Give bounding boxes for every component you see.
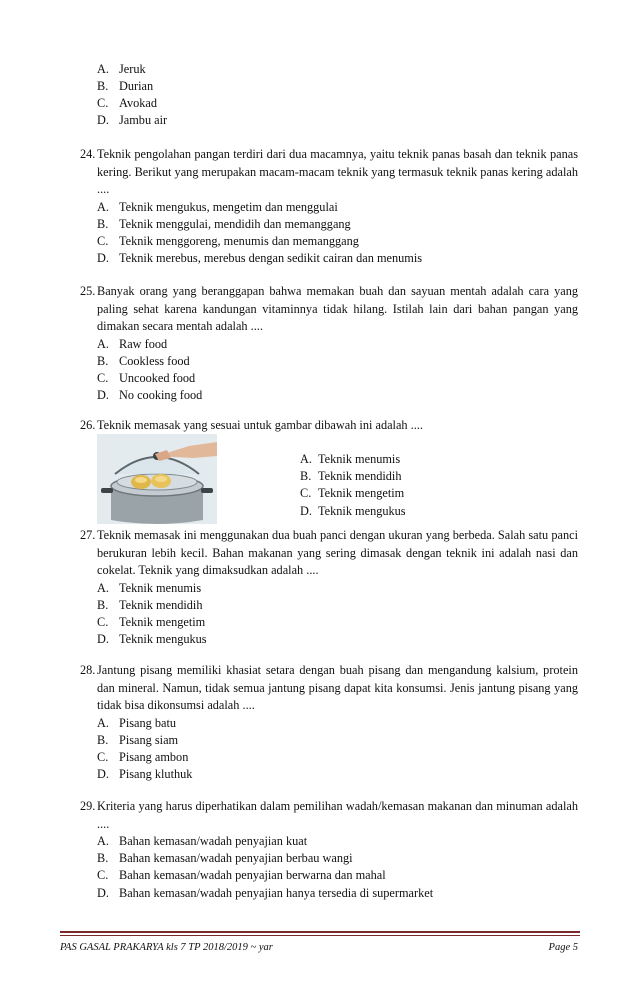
option-letter: A. [97,834,109,848]
option-letter: C. [300,486,312,501]
option-text: Teknik mendidih [119,597,203,612]
question-number: 24. [80,147,96,161]
question-24 [80,146,578,267]
option-text: Bahan kemasan/wadah penyajian hanya tersedia di supermarket [119,885,434,900]
option-a [97,580,578,597]
option-text: Raw food [119,336,168,351]
question-27 [80,527,578,648]
option-letter: B. [97,216,109,231]
option-text: Durian [119,79,154,93]
option-letter: C. [97,370,109,385]
option-letter: D. [97,767,109,782]
question-text: Banyak orang yang beranggapan bahwa memakan buah dan sayuan mentah adalah cara yang paling sehat karena kandungan vitaminnya tidak hilang. Istilah lain dari bahan pangan yang dimakan secara mentah adalah .... [97,284,578,333]
question-29 [80,798,578,902]
question-number: 27. [80,528,96,542]
option-letter: C. [97,614,109,629]
question-25 [80,283,578,404]
option-text: Teknik menggulai, mendidih dan memanggang [119,216,351,231]
option-c [97,233,578,250]
question-number: 26. [80,418,96,432]
option-letter: D. [97,885,109,900]
option-text: Teknik merebus, merebus dengan sedikit cairan dan menumis [119,251,423,266]
option-list [97,580,578,649]
option-letter: A. [97,62,109,76]
option-b [97,216,578,233]
question-number: 28. [80,663,96,677]
question-number: 29. [80,799,96,813]
option-letter: B. [97,597,109,612]
question-text: Teknik memasak yang sesuai untuk gambar dibawah ini adalah .... [97,418,423,432]
option-text: Teknik menumis [318,452,401,466]
option-list [97,715,578,784]
option-letter: D. [97,632,109,647]
option-b [97,353,578,370]
option-text: Teknik mengukus, mengetim dan menggulai [119,199,338,214]
option-letter: B. [97,851,109,866]
option-text: Bahan kemasan/wadah penyajian kuat [119,834,308,848]
option-line [97,78,153,95]
option-list [97,833,578,902]
option-text: Bahan kemasan/wadah penyajian berbau wangi [119,851,353,866]
option-text: Bahan kemasan/wadah penyajian berwarna dan mahal [119,868,386,883]
option-letter: A. [300,452,312,466]
option-c [97,749,578,766]
footer-title: PAS GASAL PRAKARYA kls 7 TP 2018/2019 ~ yar [60,942,273,953]
question-number: 25. [80,284,96,298]
option-text: Teknik menggoreng, menumis dan memanggang [119,233,359,248]
option-b [300,468,406,485]
page-number: Page 5 [548,942,578,953]
option-text: Pisang kluthuk [119,767,193,782]
footer-rule-thin [60,935,580,936]
option-c [300,485,406,502]
question-28 [80,662,578,783]
question-text: Teknik pengolahan pangan terdiri dari dua macamnya, yaitu teknik panas basah dan teknik panas kering. Berikut yang merupakan macam-macam teknik yang termasuk teknik panas kering adalah .... [97,147,578,196]
option-d [97,766,578,783]
option-letter: B. [300,469,312,484]
option-text: Teknik mengukus [119,632,207,647]
option-text: Teknik mengetim [318,486,405,501]
option-text: Teknik mengetim [119,614,206,629]
option-line [97,61,146,78]
option-letter: A. [97,336,109,351]
option-list-q26 [300,451,406,520]
option-text: Pisang batu [119,715,177,730]
option-text: Cookless food [119,353,190,368]
option-line [97,95,157,112]
option-letter: A. [97,580,109,595]
option-letter: C. [97,233,109,248]
option-line [97,112,167,129]
option-letter: B. [97,732,109,747]
option-c [97,867,578,884]
option-a [97,833,578,850]
option-d [97,885,578,902]
option-d [97,387,578,404]
question-26 [80,417,578,435]
option-c [97,614,578,631]
option-letter: B. [97,79,109,93]
option-letter: D. [97,251,109,266]
option-d [97,250,578,267]
option-d [97,631,578,648]
option-d [300,503,406,520]
option-a [97,336,578,353]
option-letter: D. [97,388,109,403]
option-text: Jambu air [119,113,168,127]
option-a [300,451,406,468]
steamer-photo [97,434,217,524]
option-b [97,732,578,749]
option-text: Jeruk [119,62,146,76]
option-a [97,199,578,216]
option-list [97,199,578,268]
question-text: Teknik memasak ini menggunakan dua buah panci dengan ukuran yang berbeda. Salah satu panci berukuran lebih kecil. Bahan makanan yang sering dimasak dengan teknik ini adalah nasi dan cokelat. Teknik yang dimaksudkan adalah .... [97,528,578,577]
option-b [97,597,578,614]
option-letter: A. [97,715,109,730]
question-text: Kriteria yang harus diperhatikan dalam pemilihan wadah/kemasan makanan dan minuman adalah .... [97,799,578,831]
footer-rule [60,931,580,933]
option-text: Teknik mengukus [318,503,406,518]
option-b [97,850,578,867]
option-text: Teknik menumis [119,580,202,595]
option-list [97,336,578,405]
option-letter: B. [97,353,109,368]
option-text: Pisang ambon [119,749,189,764]
steamer-illustration [97,434,217,524]
option-letter: D. [97,113,109,127]
option-letter: D. [300,503,312,518]
option-letter: C. [97,868,109,883]
option-letter: C. [97,749,109,764]
option-text: Pisang siam [119,732,179,747]
option-letter: A. [97,199,109,214]
option-text: Teknik mendidih [318,469,402,484]
option-text: Avokad [119,96,158,110]
question-text: Jantung pisang memiliki khasiat setara dengan buah pisang dan mengandung kalsium, protein dan mineral. Namun, tidak semua jantung pisang dapat kita konsumsi. Jenis jantung pisang yang tidak bisa dikonsumsi adalah .... [97,663,578,712]
option-text: Uncooked food [119,370,196,385]
option-letter: C. [97,96,109,110]
option-text: No cooking food [119,388,203,403]
option-a [97,715,578,732]
option-c [97,370,578,387]
